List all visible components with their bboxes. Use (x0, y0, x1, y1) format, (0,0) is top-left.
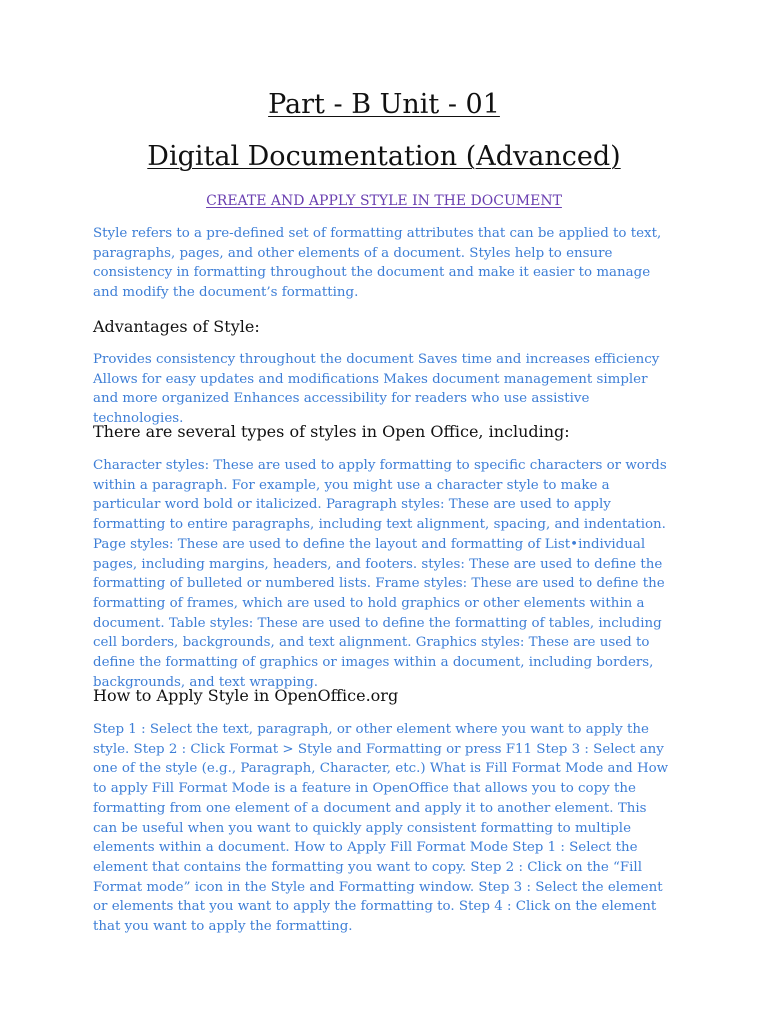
style-types-paragraph: Character styles: These are used to apply formatting to specific characters or words within a paragraph. For example, you might use a character style to make a particular word bold or italicized. Paragraph styles: These are used to apply formatting to entire paragraphs, including text alignment, spacing, and indentation. Page styles: These are used to define the layout and formatting of List•individual pages, including margins, headers, and footers. styles: These are used to define the formatting of bulleted or numbered lists. Frame styles: These are used to define the formatting of frames, which are used to hold graphics or other elements within a document. Table styles: These are used to define the formatting of tables, including cell borders, backgrounds, and text alignment. Graphics styles: These are used to define the formatting of graphics or images within a document, including borders, backgrounds, and text wrapping. (93, 458, 667, 690)
section-subtitle (0, 191, 768, 211)
advantages-paragraph: Provides consistency throughout the document Saves time and increases efficiency Allows for easy updates and modifications Makes document management simpler and more organized Enhances accessibility for readers who use assistive technologies. (93, 352, 660, 427)
page-title-subject (0, 141, 768, 173)
style-definition-paragraph: Style refers to a pre-defined set of formatting attributes that can be applied to text, paragraphs, pages, and other elements of a document. Styles help to ensure consistency in formatting throughout the document and make it easier to manage and modify the document’s formatting. (93, 226, 662, 301)
title-line-2: Digital Documentation (Advanced) (147, 141, 621, 172)
apply-style-paragraph: Step 1 : Select the text, paragraph, or other element where you want to apply the style. Step 2 : Click Format > Style and Formatting or press F11 Step 3 : Select any one of the style (e.g., Paragraph, Character, etc.) What is Fill Format Mode and How to apply Fill Format Mode is a feature in OpenOffice that allows you to copy the formatting from one element of a document and apply it to another element. This can be useful when you want to quickly apply consistent formatting to multiple elements within a document. How to Apply Fill Format Mode Step 1 : Select the element that contains the formatting you want to copy. Step 2 : Click on the “Fill Format mode” icon in the Style and Formatting window. Step 3 : Select the element or elements that you want to apply the formatting to. Step 4 : Click on the element that you want to apply the formatting. (93, 722, 669, 935)
subtitle-text: CREATE AND APPLY STYLE IN THE DOCUMENT (206, 193, 562, 209)
style-types-heading: There are several types of styles in Open Office, including: (93, 422, 570, 441)
page-title-part-unit (0, 89, 768, 121)
title-line-1: Part - B Unit - 01 (268, 89, 500, 120)
apply-style-heading: How to Apply Style in OpenOffice.org (93, 686, 399, 705)
advantages-heading: Advantages of Style: (93, 317, 260, 336)
